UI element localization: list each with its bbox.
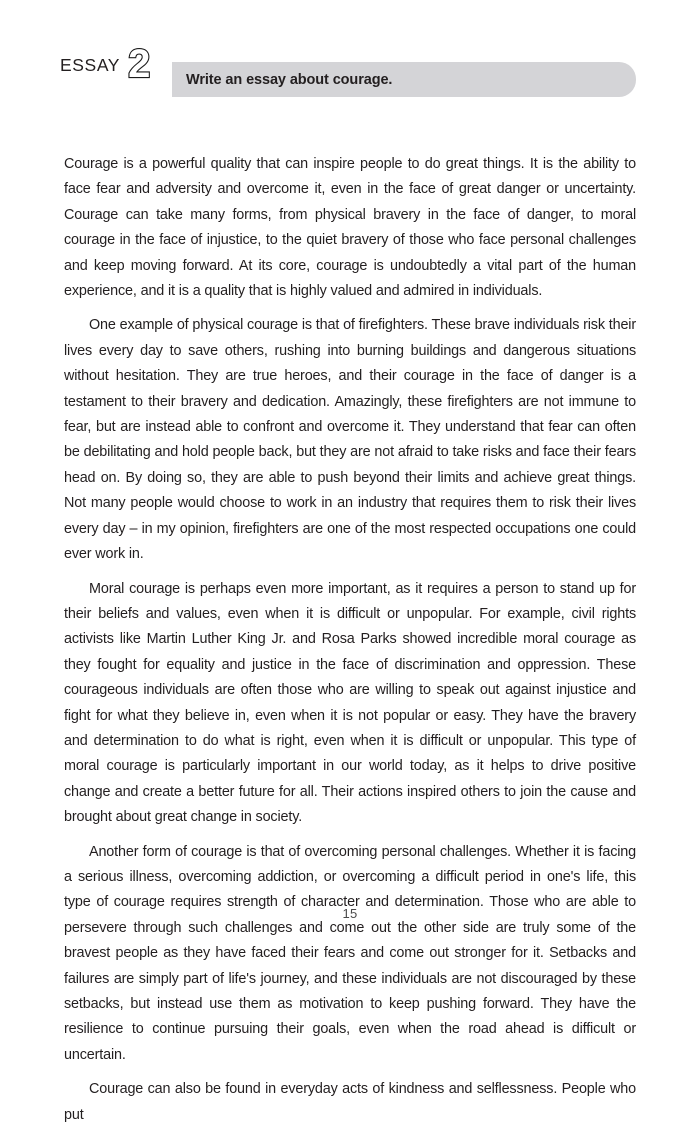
essay-number: 2 — [128, 42, 151, 87]
essay-body — [64, 152, 636, 1128]
page-number: 15 — [342, 906, 358, 921]
essay-prompt-box — [172, 62, 636, 97]
paragraph: Moral courage is perhaps even more important, as it requires a person to stand up for their beliefs and values, even when it is difficult or unpopular. For example, civil rights activists like Martin Luther King Jr. and Rosa Parks showed incredible moral courage as they fought for equality and justice in the face of discrimination and oppression. These courageous individuals are often those who are willing to speak out against injustice and fight for what they believe in, even when it is not popular or easy. They have the bravery and determination to do what is right, even when it is difficult or unpopular. This type of moral courage is particularly important in our world today, as it helps to drive positive change and create a better future for all. Their actions inspired others to join the cause and brought about great change in society. — [64, 580, 636, 826]
paragraph: Courage is a powerful quality that can inspire people to do great things. It is the ability to face fear and adversity and overcome it, even in the face of great danger or uncertainty. Courage can take many forms, from physical bravery in the face of danger, to moral courage in the face of injustice, to the quiet bravery of those who face personal challenges and keep moving forward. At its core, courage is undoubtedly a vital part of the human experience, and it is a quality that is highly valued and admired in individuals. — [64, 156, 636, 300]
essay-prompt-text: Write an essay about courage. — [186, 71, 393, 88]
essay-label: ESSAY — [60, 54, 121, 75]
paragraph: Another form of courage is that of overcoming personal challenges. Whether it is facing a serious illness, overcoming addiction, or overcoming a difficult period in one's life, this type of courage requires strength of character and determination. Those who are able to persevere through such challenges and come out the other side are truly some of the bravest people as they have faced their fears and come out stronger for it. Setbacks and failures are simply part of life's journey, and these individuals are not discouraged by these setbacks, but instead use them as motivation to keep pushing forward. They have the resilience to continue pursuing their goals, even when the road ahead is difficult or uncertain. — [64, 843, 636, 1063]
paragraph: Courage can also be found in everyday acts of kindness and selflessness. People who put — [64, 1081, 636, 1123]
page-header — [0, 0, 700, 120]
paragraph: One example of physical courage is that of firefighters. These brave individuals risk their lives every day to save others, rushing into burning buildings and dangerous situations without hesitation. They are true heroes, and their courage in the face of danger is a testament to their bravery and dedication. Amazingly, these firefighters are not immune to fear, but are instead able to confront and overcome it. They understand that fear can often be debilitating and hold people back, but they are not afraid to take risks and face their fears head on. By doing so, they are able to push beyond their limits and achieve great things. Not many people would choose to work in an industry that requires them to risk their lives every day – in my opinion, firefighters are one of the most respected occupations one could ever work in. — [64, 317, 636, 563]
essay-heading — [60, 33, 151, 87]
